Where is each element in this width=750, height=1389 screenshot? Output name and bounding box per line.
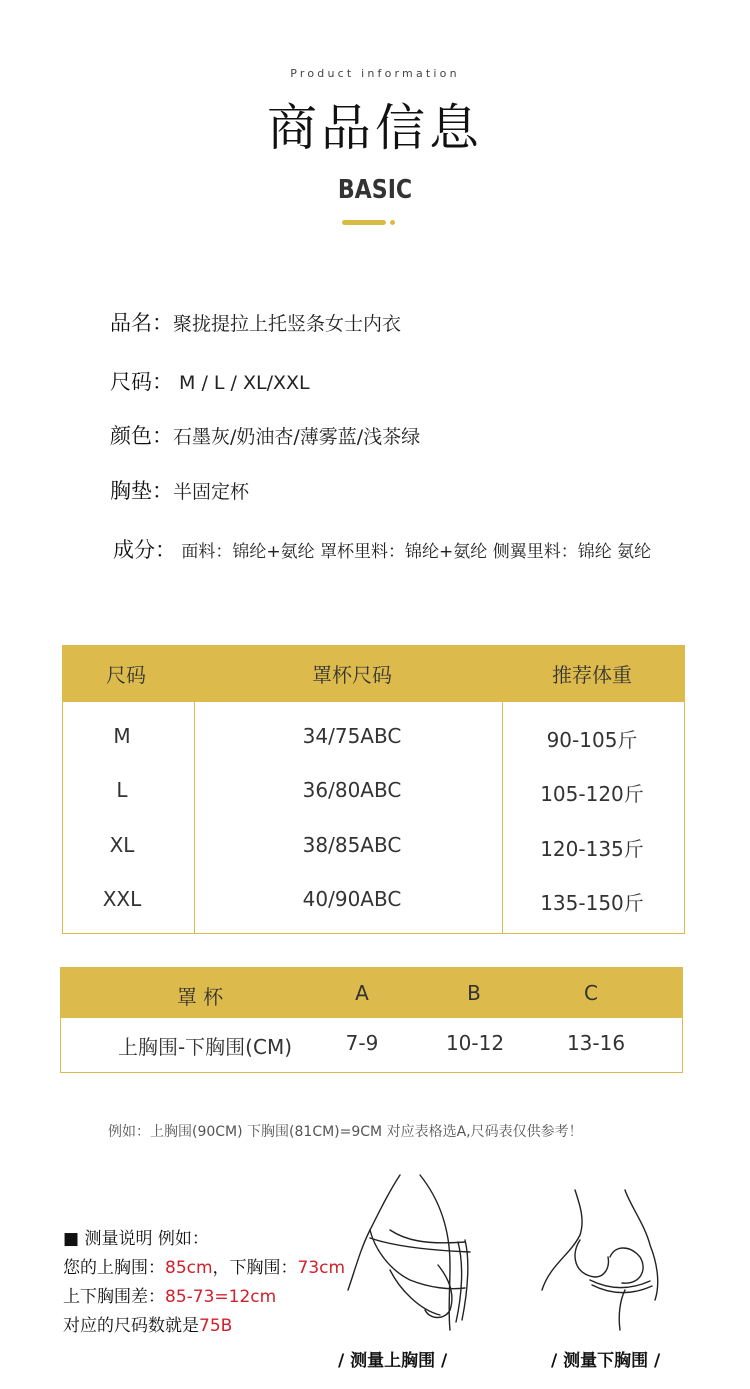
measure-line-1 — [63, 1253, 345, 1278]
caption-lower-bust: / 测量下胸围 / — [551, 1351, 661, 1371]
page-title: 商品信息 — [267, 99, 483, 157]
info-row-name — [110, 307, 401, 337]
size-cell: XL — [109, 833, 135, 857]
measure-text: 上下胸围差： — [63, 1287, 165, 1307]
info-label: 品名： — [110, 311, 173, 335]
tape-end — [619, 1290, 625, 1330]
size-cell: 38/85ABC — [302, 833, 402, 857]
info-value: M / L / XL/XXL — [173, 372, 310, 394]
measure-text: ，下胸围： — [212, 1258, 298, 1278]
info-label: 成分： — [113, 538, 176, 562]
lower-bust-illustration — [530, 1185, 680, 1335]
measure-value: 85cm — [165, 1258, 213, 1278]
tape-outline — [370, 1230, 465, 1289]
measure-heading: ■ 测量说明 例如： — [63, 1229, 209, 1249]
size-table-header-cell: 尺码 — [106, 663, 146, 687]
body-outline — [420, 1175, 450, 1330]
size-cell: M — [113, 724, 131, 748]
cup-table-header-cell: B — [467, 981, 481, 1005]
info-label: 颜色： — [110, 424, 173, 448]
info-row-color — [110, 420, 420, 450]
page-subtitle: Product information — [290, 67, 460, 80]
size-cell: 36/80ABC — [302, 778, 402, 802]
cup-cell: 10-12 — [445, 1031, 505, 1055]
size-table — [62, 645, 685, 935]
tape-outline — [592, 1285, 652, 1293]
upper-bust-illustration — [330, 1170, 500, 1335]
measure-text: 对应的尺码数就是 — [63, 1316, 199, 1336]
cup-table-header-cell: A — [355, 981, 369, 1005]
size-cell: L — [116, 778, 128, 802]
body-outline — [542, 1190, 582, 1290]
info-label: 胸垫： — [110, 479, 173, 503]
size-cell: 120-135斤 — [540, 837, 644, 861]
size-table-header-cell: 罩杯尺码 — [312, 663, 392, 687]
info-value: 聚拢提拉上托竖条女士内衣 — [173, 313, 402, 335]
size-cell: 40/90ABC — [302, 887, 402, 911]
caption-upper-bust: / 测量上胸围 / — [338, 1351, 448, 1371]
chest-outline — [575, 1240, 608, 1277]
measure-value: 75B — [199, 1316, 233, 1336]
measure-value: 85-73=12cm — [165, 1287, 277, 1307]
measure-value: 73cm — [297, 1258, 346, 1278]
example-note: 例如：上胸围(90CM) 下胸围(81CM)=9CM 对应表格选A,尺码表仅供参考！ — [108, 1124, 583, 1140]
size-cell: 135-150斤 — [540, 891, 644, 915]
arm-outline — [390, 1230, 465, 1243]
info-row-size — [110, 366, 310, 396]
measure-line-2 — [63, 1282, 276, 1307]
info-label: 尺码： — [110, 370, 173, 394]
size-cell: XXL — [102, 887, 142, 911]
info-row-material — [113, 534, 651, 564]
measure-line-3 — [63, 1311, 232, 1336]
cup-table — [60, 967, 683, 1074]
hand-outline — [390, 1270, 440, 1315]
info-value: 石墨灰/奶油杏/薄雾蓝/浅茶绿 — [173, 426, 421, 448]
section-label-basic: BASIC — [337, 175, 413, 205]
chest-outline — [610, 1248, 643, 1283]
info-row-pad — [110, 475, 249, 505]
arm-outline — [370, 1238, 470, 1252]
cup-cell: 上胸围-下胸围(CM) — [117, 1035, 293, 1059]
cup-cell: 13-16 — [566, 1031, 626, 1055]
info-value: 面料：锦纶+氨纶 罩杯里料：锦纶+氨纶 侧翼里料：锦纶 氨纶 — [176, 542, 652, 562]
size-cell: 90-105斤 — [546, 728, 638, 752]
tape-outline — [590, 1280, 650, 1288]
measure-text: 您的上胸围： — [63, 1258, 165, 1278]
cup-table-header-cell: C — [584, 981, 598, 1005]
chest-outline — [425, 1265, 452, 1318]
cup-cell: 7-9 — [345, 1031, 379, 1055]
title-underline — [342, 220, 386, 225]
size-table-header-cell: 推荐体重 — [552, 663, 632, 687]
size-cell: 105-120斤 — [540, 782, 644, 806]
cup-table-header-cell: 罩 杯 — [176, 985, 224, 1009]
size-cell: 34/75ABC — [302, 724, 402, 748]
size-table-divider — [194, 702, 195, 934]
title-underline-dot — [390, 220, 395, 225]
info-value: 半固定杯 — [173, 481, 250, 503]
